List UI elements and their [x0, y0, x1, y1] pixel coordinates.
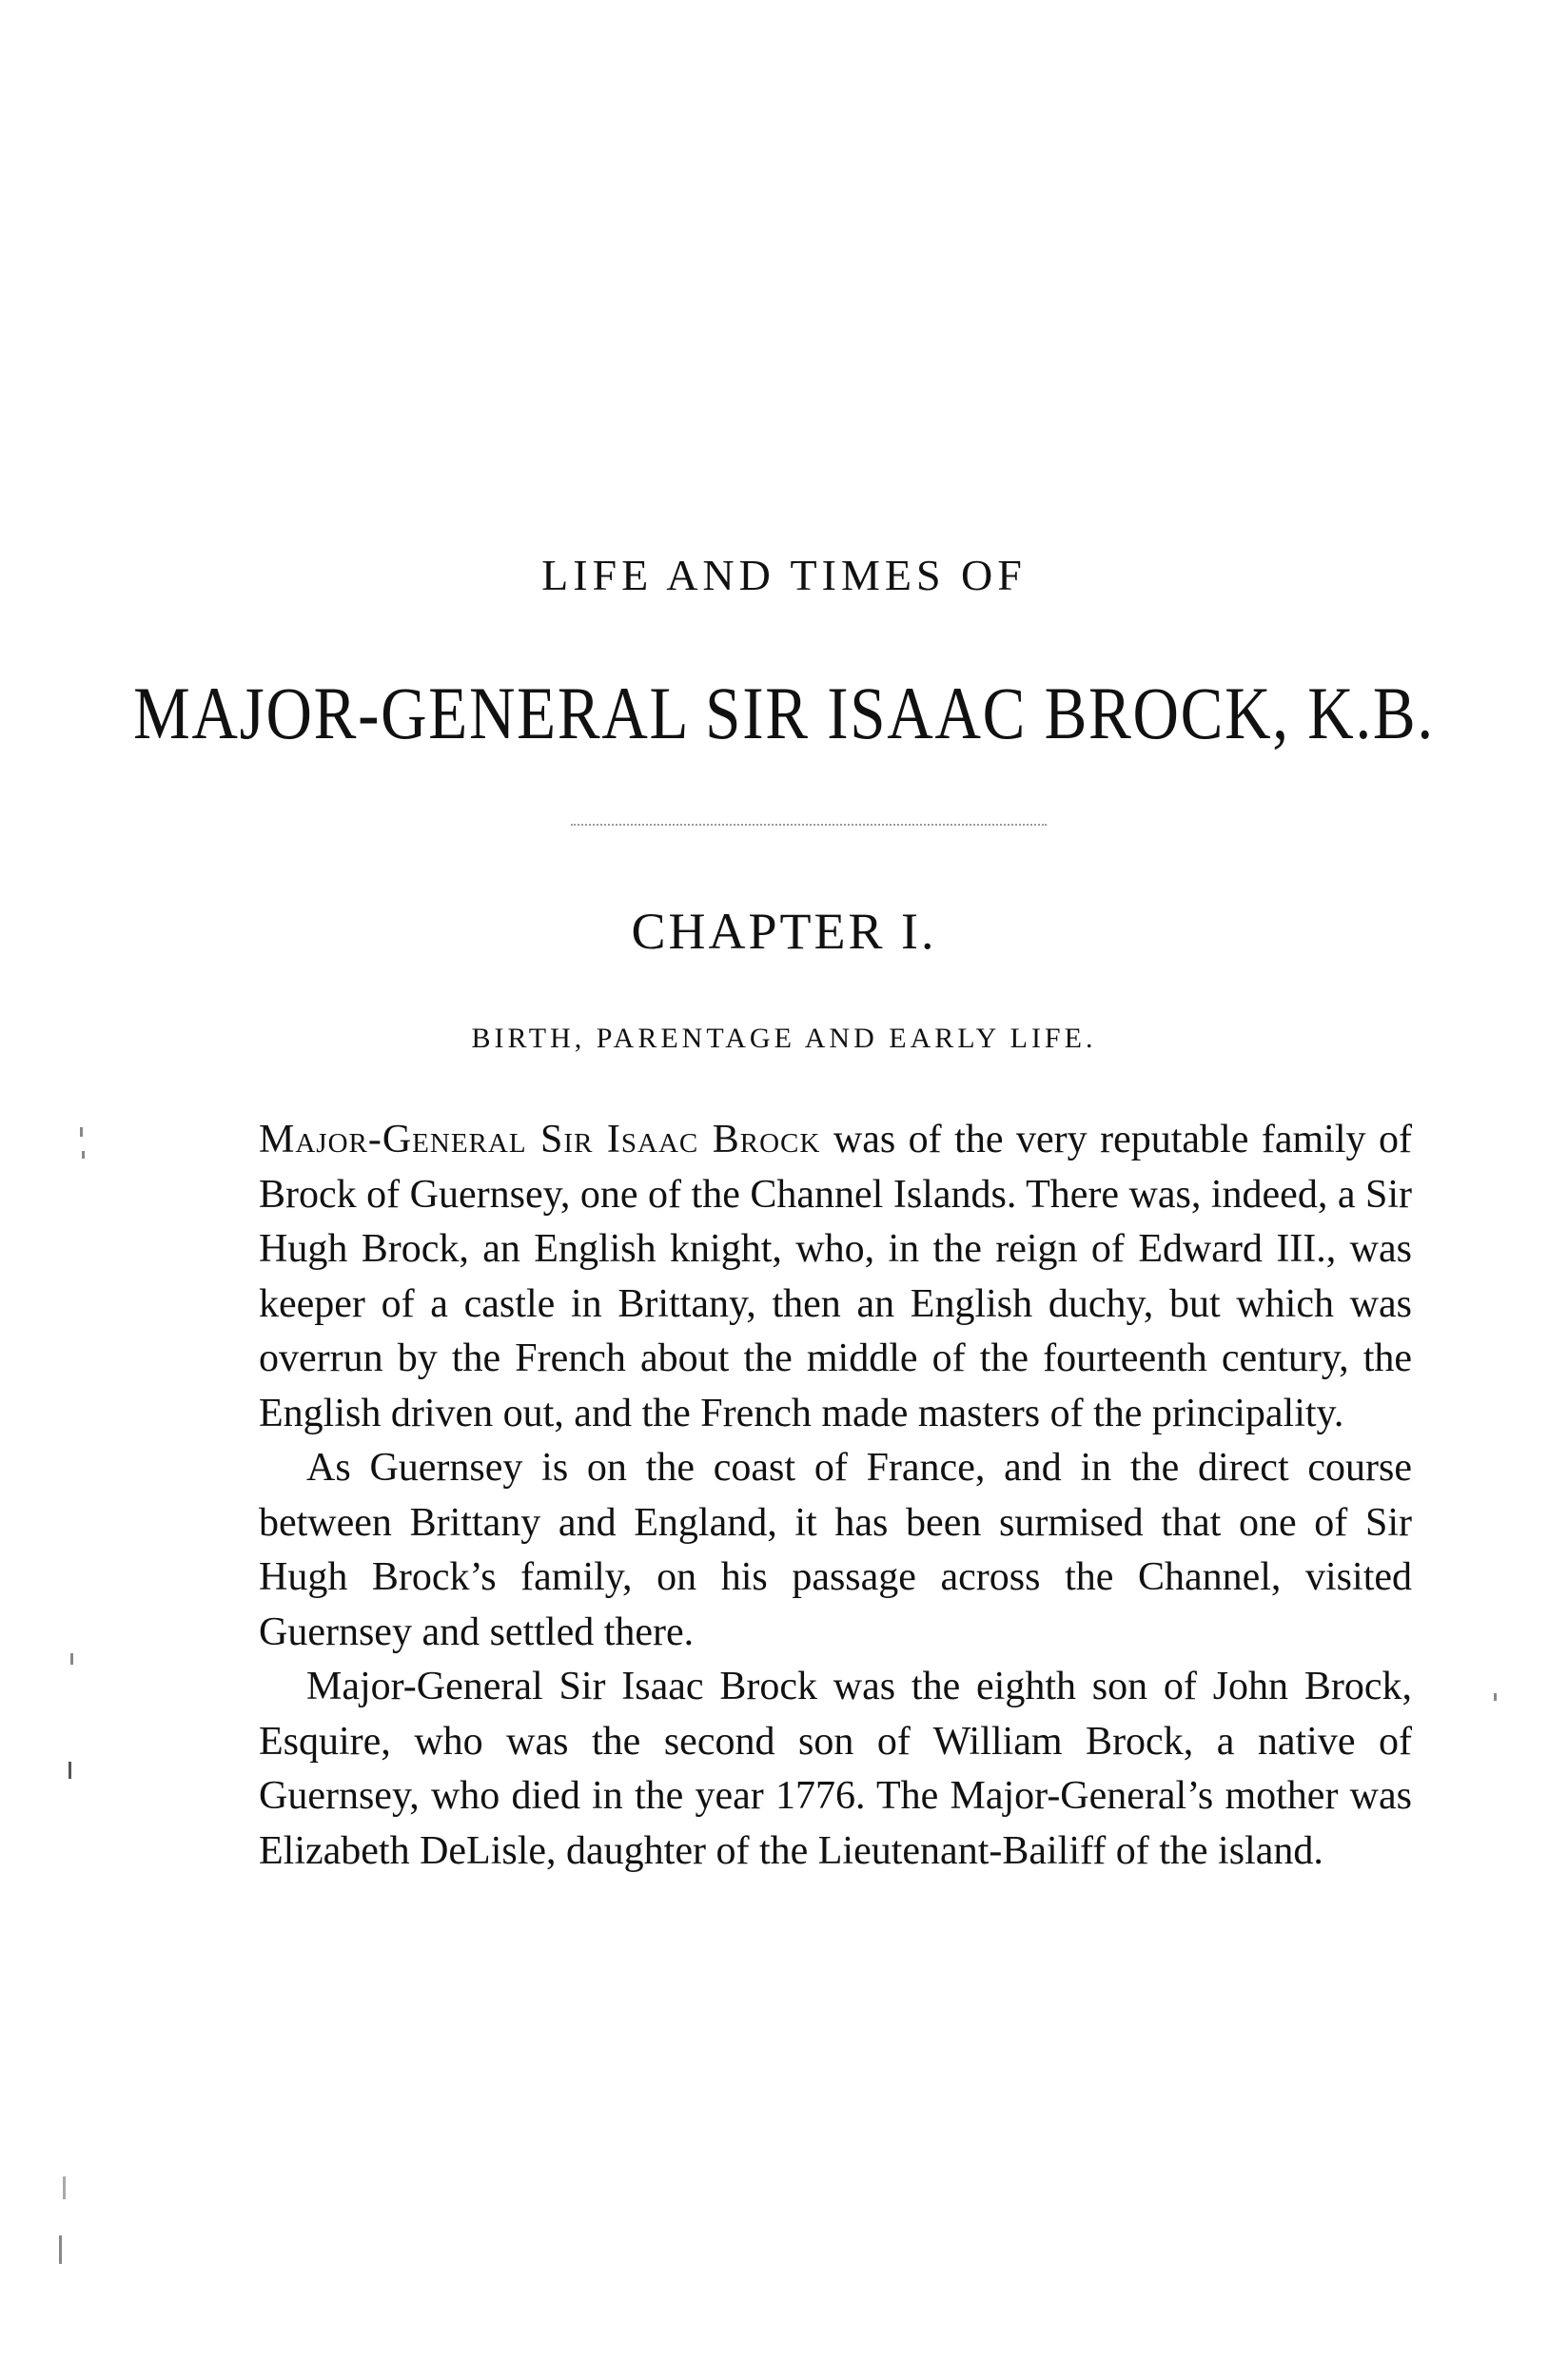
- scan-speck: [70, 1653, 73, 1665]
- scan-speck: [80, 1127, 83, 1137]
- paragraph-3: Major-General Sir Isaac Brock was the eighth son of John Brock, Esquire, who was the second son of William Brock, a native of Guernsey, who died in the year 1776. The Major-General’s mother was Elizabeth DeLisle, daughter of the Lieutenant-Bailiff of the island.: [259, 1665, 1412, 1873]
- body-text: [259, 1113, 1412, 1879]
- paragraph-2: As Guernsey is on the coast of France, and in the direct course between Brittany and England, it has been surmised that one of Sir Hugh Brock’s family, on his passage across the Channel, visited Guernsey and settled there.: [259, 1446, 1412, 1654]
- series-title: LIFE AND TIMES OF: [541, 551, 1027, 599]
- scan-speck: [1494, 1693, 1497, 1701]
- scan-speck: [59, 2235, 62, 2264]
- paragraph-1: [259, 1113, 1412, 1441]
- scan-speck: [82, 1151, 85, 1159]
- main-title: MAJOR-GENERAL SIR ISAAC BROCK, K.B.: [133, 672, 1435, 754]
- paragraph-lead: Major-General Sir Isaac Brock: [259, 1118, 821, 1161]
- chapter-subtitle: BIRTH, PARENTAGE AND EARLY LIFE.: [471, 1023, 1097, 1054]
- scan-speck: [69, 1762, 71, 1779]
- paragraph-1-text: was of the very reputable family of Brock of Guernsey, one of the Channel Islands. There was, indeed, a Sir Hugh Brock, an English knight, who, in the reign of Edward III., was keeper of a castle in Brittany, then an English duchy, but which was overrun by the French about the middle of the fourteenth century, the English driven out, and the French made masters of the principality.: [259, 1118, 1412, 1435]
- chapter-heading: CHAPTER I.: [631, 903, 937, 960]
- scan-speck: [63, 2176, 66, 2199]
- title-rule: [571, 824, 1047, 826]
